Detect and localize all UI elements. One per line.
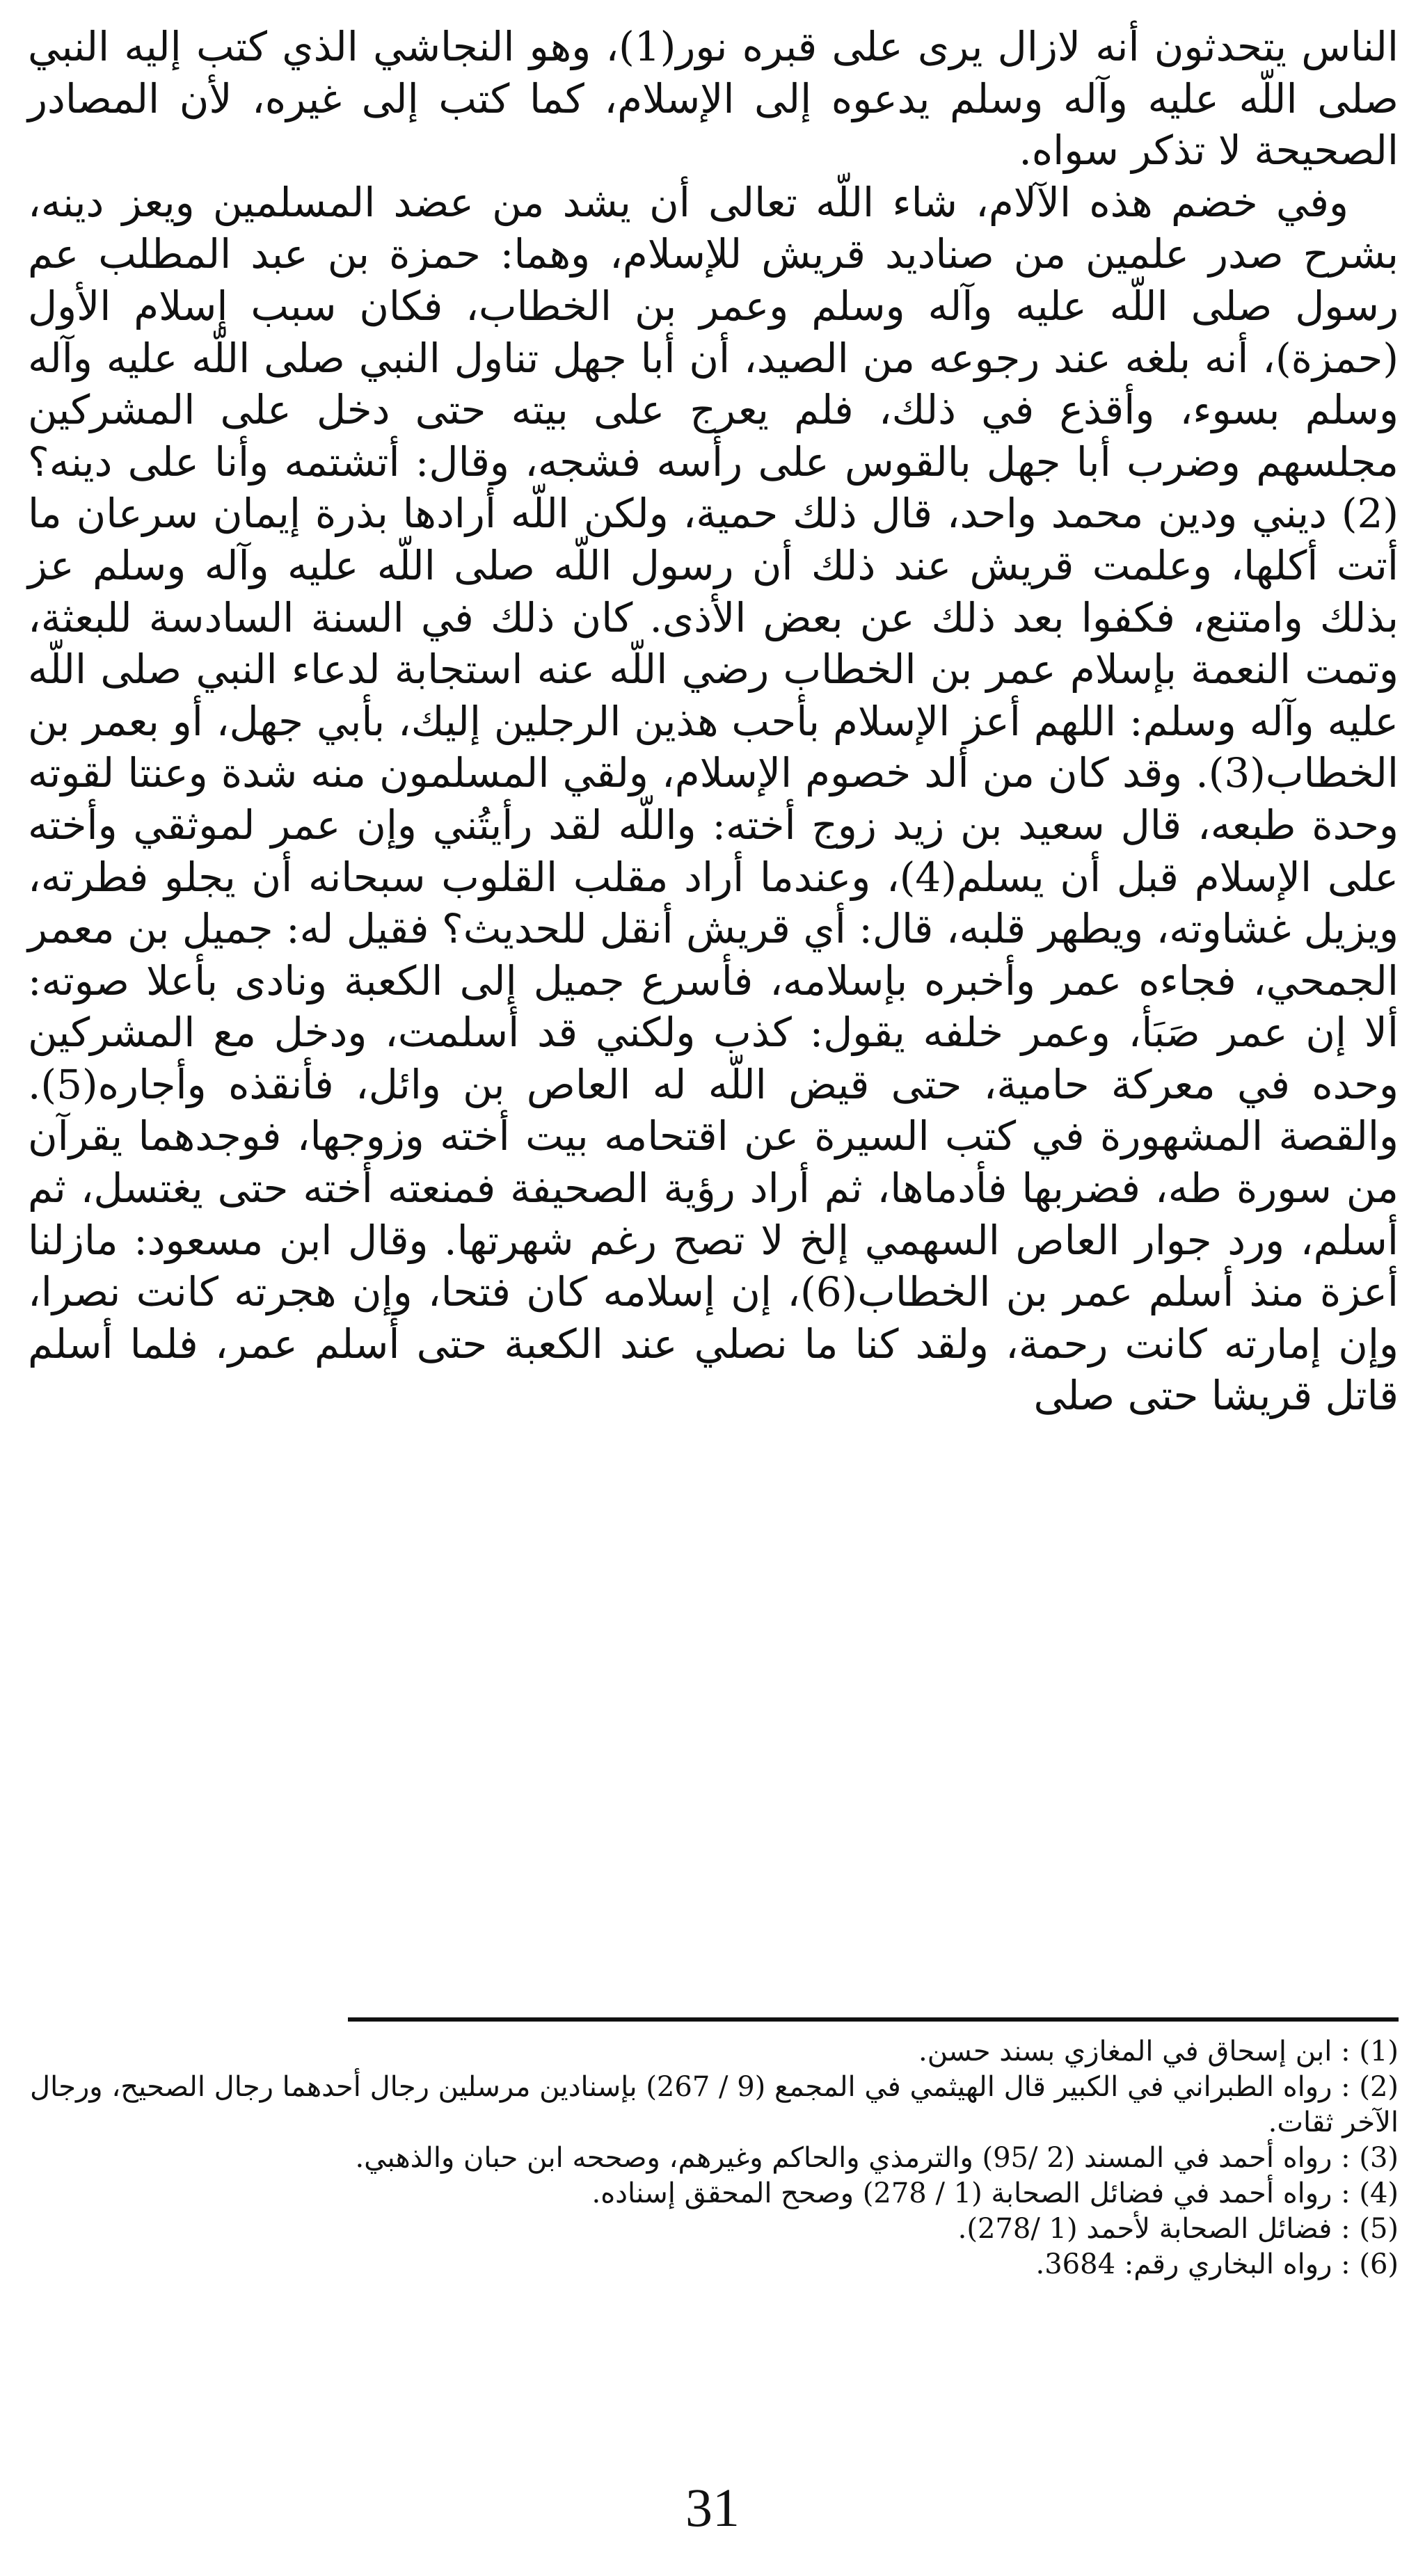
footnote-number: (4) [1359, 2177, 1399, 2209]
footnote-number: (5) [1359, 2213, 1399, 2245]
footnote-number: (2) [1359, 2071, 1399, 2103]
footnote-2 [28, 2070, 1399, 2141]
footnote-text: : رواه أحمد في فضائل الصحابة (1 / 278) وصحح المحقق إسناده. [591, 2177, 1351, 2209]
footnote-number: (3) [1359, 2142, 1399, 2174]
main-text [28, 21, 1399, 1422]
footnote-text: : رواه البخاري رقم: 3684. [1035, 2248, 1351, 2280]
footnote-number: (1) [1359, 2035, 1399, 2067]
footnote-text: : رواه الطبراني في الكبير قال الهيثمي في المجمع (9 / 267) بإسنادين مرسلين رجال أحدهما رجال الصحيح، ورجال الآخر ثقات. [30, 2071, 1399, 2138]
page-number: 31 [685, 2477, 740, 2538]
footnote-text: : ابن إسحاق في المغازي بسند حسن. [918, 2035, 1351, 2067]
footnotes [28, 2034, 1399, 2282]
footnote-5 [28, 2211, 1399, 2247]
footnote-4 [28, 2176, 1399, 2211]
footnote-text: : فضائل الصحابة لأحمد (1 /278). [957, 2213, 1351, 2245]
footnote-separator [348, 2017, 1399, 2022]
footnote-text: : رواه أحمد في المسند (2 /95) والترمذي والحاكم وغيرهم، وصححه ابن حبان والذهبي. [355, 2142, 1351, 2174]
paragraph-1: الناس يتحدثون أنه لازال يرى على قبره نور(1)، وهو النجاشي الذي كتب إليه النبي صلى اللّه عليه وآله وسلم يدعوه إلى الإسلام، كما كتب إلى غيره، لأن المصادر الصحيحة لا تذكر سواه. [28, 23, 1399, 175]
footnote-6 [28, 2247, 1399, 2282]
footnote-3 [28, 2141, 1399, 2176]
footnote-number: (6) [1359, 2248, 1399, 2280]
paragraph-2: وفي خضم هذه الآلام، شاء اللّه تعالى أن يشد من عضد المسلمين ويعز دينه، بشرح صدر علمين من صناديد قريش للإسلام، وهما: حمزة بن عبد المطلب عم رسول صلى اللّه عليه وآله وسلم وعمر بن الخطاب، فكان سبب إسلام الأول (حمزة)، أنه بلغه عند رجوعه من الصيد، أن أبا جهل تناول النبي صلى اللّه عليه وآله وسلم بسوء، وأقذع في ذلك، فلم يعرج على بيته حتى دخل على المشركين مجلسهم وضرب أبا جهل بالقوس على رأسه فشجه، وقال: أتشتمه وأنا على دينه؟(2) ديني ودين محمد واحد، قال ذلك حمية، ولكن اللّه أرادها بذرة إيمان سرعان ما أتت أكلها، وعلمت قريش عند ذلك أن رسول اللّه صلى اللّه عليه وآله وسلم عز بذلك وامتنع، فكفوا بعد ذلك عن بعض الأذى. كان ذلك في السنة السادسة للبعثة، وتمت النعمة بإسلام عمر بن الخطاب رضي اللّه عنه استجابة لدعاء النبي صلى اللّه عليه وآله وسلم: اللهم أعز الإسلام بأحب هذين الرجلين إليك، بأبي جهل، أو بعمر بن الخطاب(3). وقد كان من ألد خصوم الإسلام، ولقي المسلمون منه شدة وعنتا لقوته وحدة طبعه، قال سعيد بن زيد زوج أخته: واللّه لقد رأيتُني وإن عمر لموثقي وأخته على الإسلام قبل أن يسلم(4)، وعندما أراد مقلب القلوب سبحانه أن يجلو فطرته، ويزيل غشاوته، ويطهر قلبه، قال: أي قريش أنقل للحديث؟ فقيل له: جميل بن معمر الجمحي، فجاءه عمر وأخبره بإسلامه، فأسرع جميل إلى الكعبة ونادى بأعلا صوته: ألا إن عمر صَبَأ، وعمر خلفه يقول: كذب ولكني قد أسلمت، ودخل مع المشركين وحده في معركة حامية، حتى قيض اللّه له العاص بن وائل، فأنقذه وأجاره(5). والقصة المشهورة في كتب السيرة عن اقتحامه بيت أخته وزوجها، فوجدهما يقرآن من سورة طه، فضربها فأدماها، ثم أراد رؤية الصحيفة فمنعته أخته حتى يغتسل، ثم أسلم، ورد جوار العاص السهمي إلخ لا تصح رغم شهرتها. وقال ابن مسعود: مازلنا أعزة منذ أسلم عمر بن الخطاب(6)، إن إسلامه كان فتحا، وإن هجرته كانت نصرا، وإن إمارته كانت رحمة، ولقد كنا ما نصلي عند الكعبة حتى أسلم عمر، فلما أسلم قاتل قريشا حتى صلى [28, 178, 1399, 1420]
footnote-1 [28, 2034, 1399, 2070]
